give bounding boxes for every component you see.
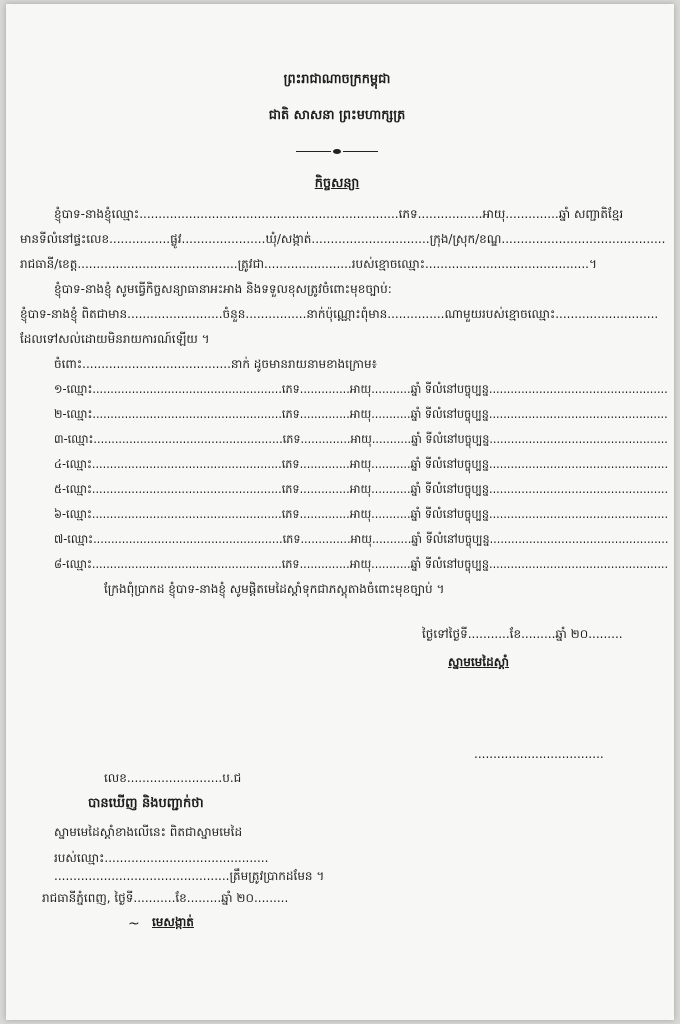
signature-line: .................................. (474, 747, 604, 761)
heir-row: ៤-ឈ្មោះ.....................................................ភេទ..............អាយុ...........ឆ្នាំ ទីលំនៅបច្ចុប្បន្ន.................................................. (54, 457, 669, 471)
closing-statement: ក្រែងពុំប្រាកដ ខ្ញុំបាទ-នាងខ្ញុំ សូមផ្តិតមេដៃស្តាំទុកជាភស្តុតាងចំពោះមុខច្បាប់ ។ (104, 582, 445, 596)
commune-chief-label: មេសង្កាត់ (152, 915, 194, 929)
national-motto: ជាតិ សាសនា ព្រះមហាក្សត្រ (268, 108, 406, 123)
certification-line: ស្នាមមេដៃស្តាំខាងលើនេះ ពិតជាស្នាមមេដៃ (54, 825, 243, 839)
declarant-name-line: ខ្ញុំបាទ-នាងខ្ញុំឈ្មោះ....................................................................ភេទ.................អាយុ..............ឆ្នាំ សញ្ជាតិខ្មែរ (54, 207, 624, 221)
document-page (6, 4, 674, 1020)
certification-date: រាជធានីភ្នំពេញ, ថ្ងៃទី...........ខែ.........ឆ្នាំ ២០......... (42, 891, 289, 905)
heir-row: ៣-ឈ្មោះ.....................................................ភេទ..............អាយុ...........ឆ្នាំ ទីលំនៅបច្ចុប្បន្ន.................................................. (54, 432, 668, 446)
kingdom-heading: ព្រះរាជាណាចក្រកម្ពុជា (283, 72, 391, 87)
heir-row: ៨-ឈ្មោះ.....................................................ភេទ..............អាយុ...........ឆ្នាំ ទីលំនៅបច្ចុប្បន្ន.................................................. (54, 557, 669, 571)
heir-row: ២-ឈ្មោះ.....................................................ភេទ..............អាយុ...........ឆ្នាំ ទីលំនៅបច្ចុប្បន្ន.................................................. (54, 407, 668, 421)
heir-row: ៧-ឈ្មោះ.....................................................ភេទ..............អាយុ...........ឆ្នាំ ទីលំនៅបច្ចុប្បន្ន.................................................. (54, 532, 669, 546)
ornament-divider (296, 148, 378, 156)
heir-row: ៥-ឈ្មោះ.....................................................ភេទ..............អាយុ...........ឆ្នាំ ទីលំនៅបច្ចុប្បន្ន.................................................. (54, 482, 669, 496)
province-relation-line: រាជធានី/ខេត្ត..........................................ត្រូវជា.......................របស់ខ្មោចឈ្មោះ...........................................។ (20, 257, 597, 271)
right-thumbprint-label: ស្នាមមេដៃស្តាំ (448, 655, 509, 669)
reference-number: លេខ.........................ប.ជ (104, 771, 242, 785)
signature-date: ថ្ងៃទៅថ្ងៃទី...........ខែ.........ឆ្នាំ ២០......... (422, 627, 623, 641)
guarantee-statement: ខ្ញុំបាទ-នាងខ្ញុំ សូមធ្វើកិច្ចសន្យាធានាអះអាង និងទទួលខុសត្រូវចំពោះមុខច្បាប់: (54, 282, 392, 296)
certification-confirm-line: ..............................................ត្រឹមត្រូវប្រាកដមែន ។ (54, 869, 325, 883)
tilde-mark: ~ (128, 916, 140, 932)
no-omission-line: ដែលទៅសល់ដោយមិនរាយការណ៍ឡើយ ។ (20, 332, 210, 346)
certification-title: បានឃើញ និងបញ្ជាក់ថា (88, 796, 204, 811)
heirs-intro-line: ចំពោះ.......................................នាក់ ដូចមានរាយនាមខាងក្រោម៖ (54, 357, 377, 371)
address-line: មានទីលំនៅផ្ទះលេខ................ផ្លូវ......................ឃុំ/សង្កាត់...............................ក្រុង/ស្រុក/ខណ្ឌ........................................... (20, 232, 666, 246)
heir-row: ១-ឈ្មោះ.....................................................ភេទ..............អាយុ...........ឆ្នាំ ទីលំនៅបច្ចុប្បន្ន.................................................. (54, 382, 668, 396)
document-title: កិច្ចសន្យា (314, 176, 360, 191)
heir-row: ៦-ឈ្មោះ.....................................................ភេទ..............អាយុ...........ឆ្នាំ ទីលំនៅបច្ចុប្បន្ន.................................................. (54, 507, 669, 521)
certification-name-line: របស់ឈ្មោះ........................................... (54, 851, 269, 865)
heirs-count-line: ខ្ញុំបាទ-នាងខ្ញុំ ពិតជាមាន.........................ចំនួន................នាក់ប៉ុណ្ណោះពុំមាន...............ណាមួយរបស់ខ្មោចឈ្មោះ........................... (20, 307, 659, 321)
